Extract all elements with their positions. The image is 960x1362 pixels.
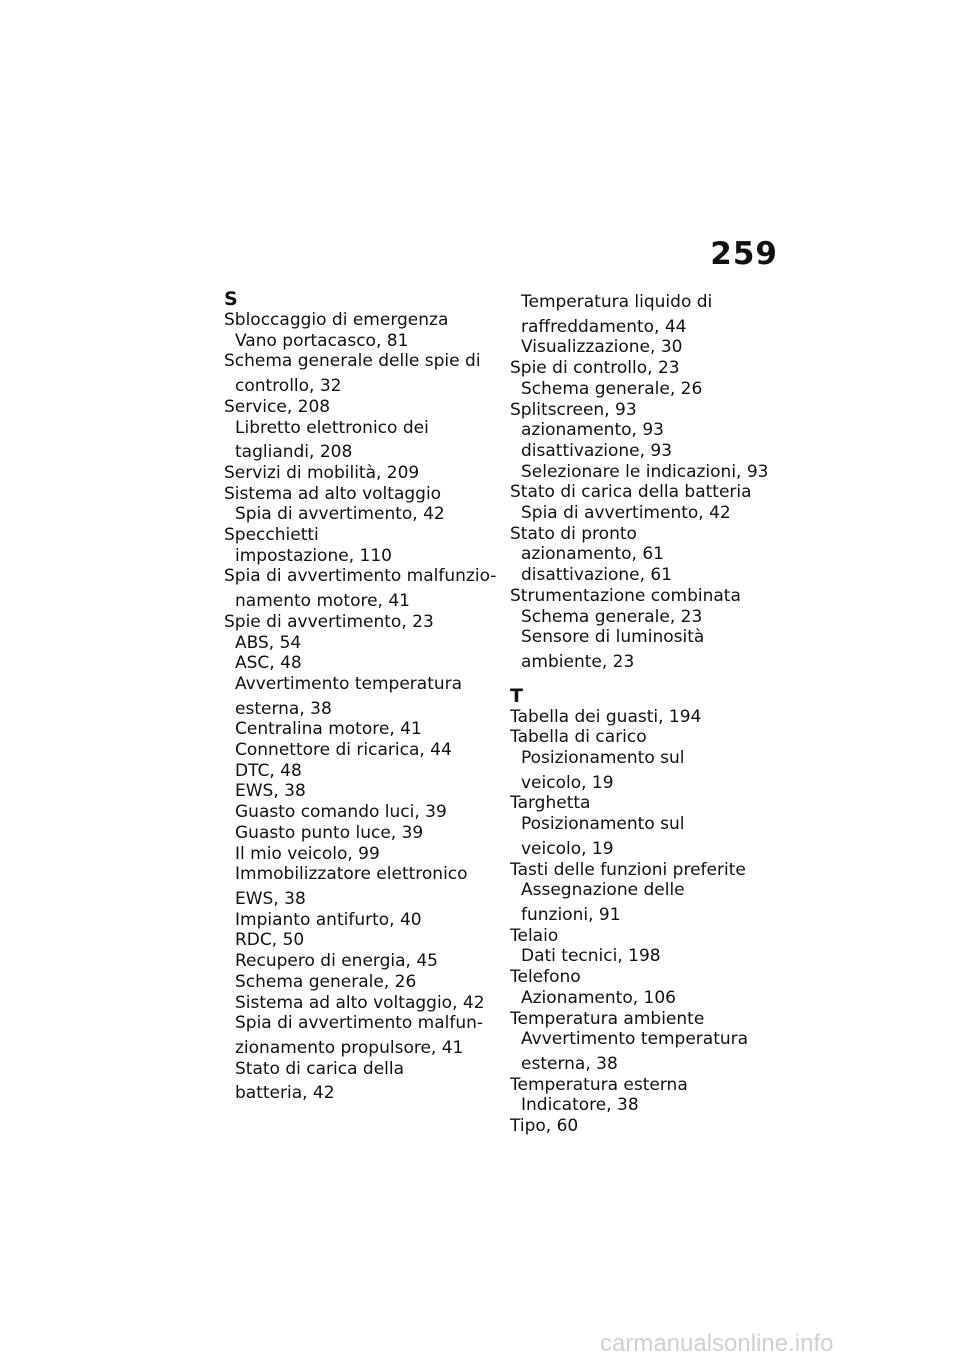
index-subentry: Recupero di energia, 45 bbox=[235, 951, 438, 972]
index-subentry: ASC, 48 bbox=[235, 653, 302, 674]
index-subentry: funzioni, 91 bbox=[521, 904, 621, 925]
index-entry: Splitscreen, 93 bbox=[510, 399, 637, 420]
index-subentry: controllo, 32 bbox=[235, 376, 342, 397]
index-subentry: EWS, 38 bbox=[235, 888, 306, 909]
index-subentry: raffreddamento, 44 bbox=[521, 316, 687, 337]
index-entry: Schema generale delle spie di bbox=[224, 351, 481, 372]
index-entry: Telefono bbox=[510, 967, 581, 988]
index-entry: Spie di avvertimento, 23 bbox=[224, 611, 434, 632]
index-subentry: Immobilizzatore elettronico bbox=[235, 864, 468, 885]
page-number: 259 bbox=[710, 236, 778, 272]
index-subentry: Selezionare le indicazioni, 93 bbox=[521, 461, 769, 482]
index-subentry: Spia di avvertimento malfun- bbox=[235, 1013, 484, 1034]
index-subentry: Connettore di ricarica, 44 bbox=[235, 740, 452, 761]
index-entry: Targhetta bbox=[510, 793, 591, 814]
index-entry: Tipo, 60 bbox=[510, 1116, 579, 1137]
index-entry: Servizi di mobilità, 209 bbox=[224, 462, 420, 483]
section-letter-t: T bbox=[510, 684, 523, 707]
index-entry: Temperatura ambiente bbox=[510, 1008, 705, 1029]
index-subentry: Centralina motore, 41 bbox=[235, 719, 422, 740]
index-entry: Sbloccaggio di emergenza bbox=[224, 310, 449, 330]
index-column-left bbox=[224, 288, 504, 1104]
index-subentry: Avvertimento temperatura bbox=[235, 673, 463, 694]
index-subentry: Spia di avvertimento, 42 bbox=[521, 503, 731, 524]
index-subentry: impostazione, 110 bbox=[235, 545, 392, 566]
index-subentry: Impianto antifurto, 40 bbox=[235, 909, 422, 930]
index-subentry: azionamento, 93 bbox=[521, 420, 664, 441]
index-subentry: disattivazione, 93 bbox=[521, 440, 673, 461]
index-subentry: Assegnazione delle bbox=[521, 880, 685, 901]
index-subentry: Posizionamento sul bbox=[521, 814, 685, 835]
index-subentry: DTC, 48 bbox=[235, 760, 302, 781]
index-subentry: Schema generale, 26 bbox=[235, 971, 417, 992]
index-subentry: Posizionamento sul bbox=[521, 748, 685, 769]
index-entry: Telaio bbox=[510, 925, 559, 946]
watermark-footer: carmanualsonline.info bbox=[600, 1330, 834, 1357]
index-subentry: Indicatore, 38 bbox=[521, 1095, 639, 1116]
index-entry: Sistema ad alto voltaggio bbox=[224, 483, 442, 504]
index-subentry: Guasto comando luci, 39 bbox=[235, 802, 447, 823]
index-subentry: Schema generale, 26 bbox=[521, 378, 703, 399]
index-subentry: ABS, 54 bbox=[235, 632, 302, 653]
index-subentry: zionamento propulsore, 41 bbox=[235, 1037, 464, 1058]
index-subentry: Avvertimento temperatura bbox=[521, 1029, 749, 1050]
index-subentry: veicolo, 19 bbox=[521, 838, 614, 859]
index-list-left bbox=[224, 310, 504, 1104]
index-entry: Tabella dei guasti, 194 bbox=[510, 706, 702, 727]
section-letter-s: S bbox=[224, 288, 238, 310]
index-subentry: ambiente, 23 bbox=[521, 651, 635, 672]
index-entry: Strumentazione combinata bbox=[510, 585, 741, 606]
index-subentry: Temperatura liquido di bbox=[521, 292, 713, 312]
index-subentry: tagliandi, 208 bbox=[235, 442, 353, 463]
index-subentry: Guasto punto luce, 39 bbox=[235, 822, 424, 843]
index-entry: Stato di carica della batteria bbox=[510, 482, 752, 503]
index-entry: Spie di controllo, 23 bbox=[510, 358, 680, 379]
index-subentry: esterna, 38 bbox=[521, 1053, 618, 1074]
index-subentry: namento motore, 41 bbox=[235, 591, 410, 612]
index-entry: Temperatura esterna bbox=[510, 1074, 688, 1095]
index-column-right bbox=[510, 288, 780, 1137]
index-subentry: Visualizzazione, 30 bbox=[521, 337, 683, 358]
index-subentry: Sensore di luminosità bbox=[521, 627, 705, 648]
index-subentry: Dati tecnici, 198 bbox=[521, 946, 661, 967]
index-entry: Tasti delle funzioni preferite bbox=[510, 859, 746, 880]
index-subentry: Azionamento, 106 bbox=[521, 987, 676, 1008]
index-subentry: EWS, 38 bbox=[235, 781, 306, 802]
index-subentry: disattivazione, 61 bbox=[521, 565, 673, 586]
index-entry: Specchietti bbox=[224, 525, 319, 546]
index-subentry: azionamento, 61 bbox=[521, 544, 664, 565]
index-subentry: Stato di carica della bbox=[235, 1058, 405, 1079]
index-subentry: Spia di avvertimento, 42 bbox=[235, 504, 445, 525]
index-entry: Tabella di carico bbox=[510, 727, 647, 748]
index-subentry: esterna, 38 bbox=[235, 698, 332, 719]
index-subentry: batteria, 42 bbox=[235, 1083, 335, 1104]
index-subentry: Libretto elettronico dei bbox=[235, 417, 429, 438]
index-subentry: RDC, 50 bbox=[235, 930, 305, 951]
index-subentry: Vano portacasco, 81 bbox=[235, 330, 409, 351]
index-subentry: Sistema ad alto voltaggio, 42 bbox=[235, 992, 485, 1013]
index-subentry: Il mio veicolo, 99 bbox=[235, 843, 380, 864]
index-list-right-bottom bbox=[510, 707, 780, 1137]
index-list-right-top bbox=[510, 292, 780, 673]
index-entry: Spia di avvertimento malfunzio- bbox=[224, 566, 497, 587]
index-subentry: Schema generale, 23 bbox=[521, 606, 703, 627]
index-entry: Service, 208 bbox=[224, 396, 331, 417]
index-subentry: veicolo, 19 bbox=[521, 772, 614, 793]
index-entry: Stato di pronto bbox=[510, 523, 637, 544]
